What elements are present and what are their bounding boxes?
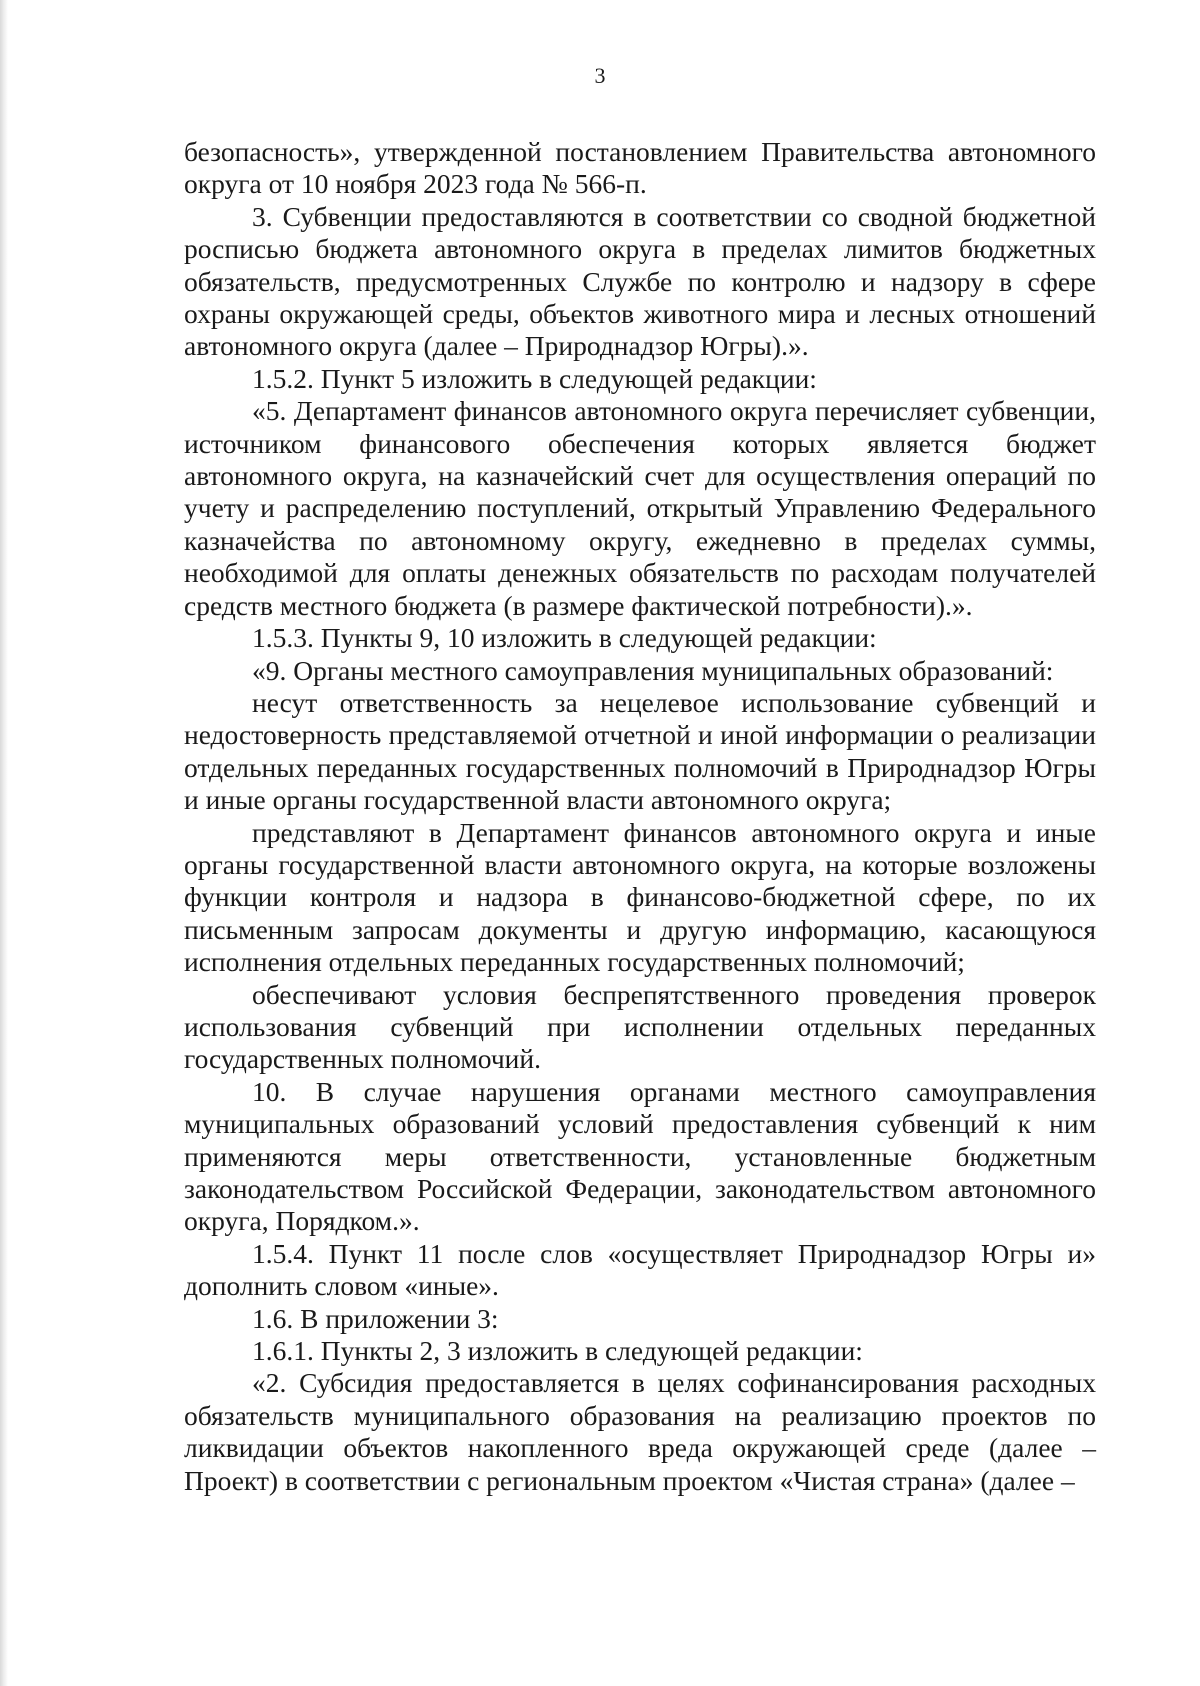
paragraph-item-3: 3. Субвенции предоставляются в соответствии со сводной бюджетной росписью бюджета автономного округа в пределах лимитов бюджетных обязательств, предусмотренных Службе по контролю и надзору в сфере охраны окружающей среды, объектов животного мира и лесных отношений автономного округа (далее – Природнадзор Югры).». (184, 200, 1096, 362)
paragraph-1-6-1: 1.6.1. Пункты 2, 3 изложить в следующей редакции: (252, 1335, 863, 1367)
paragraph-1-5-3: 1.5.3. Пункты 9, 10 изложить в следующей редакции: (252, 622, 877, 654)
page-number: 3 (594, 63, 606, 88)
paragraph-item-10: 10. В случае нарушения органами местного самоуправления муниципальных образований условий предоставления субвенций к ним применяются меры ответственности, установленные бюджетным законодательством Российской Федерации, законодательством автономного округа, Порядком.». (184, 1075, 1096, 1237)
paragraph-item-5: «5. Департамент финансов автономного округа перечисляет субвенции, источником финансового обеспечения которых является бюджет автономного округа, на казначейский счет для осуществления операций по учету и распределению поступлений, открытый Управлению Федерального казначейства по автономному округу, ежедневно в пределах суммы, необходимой для оплаты денежных обязательств по расходам получателей средств местного бюджета (в размере фактической потребности).». (184, 395, 1096, 621)
paragraph-continuation: безопасность», утвержденной постановлением Правительства автономного округа от 10 ноября 2023 года № 566-п. (184, 136, 1096, 200)
scan-edge-shadow (0, 0, 8, 1686)
document-body (184, 136, 1096, 1497)
paragraph-1-5-4: 1.5.4. Пункт 11 после слов «осуществляет Природнадзор Югры и» дополнить словом «иные». (184, 1237, 1096, 1302)
paragraph-item-9: «9. Органы местного самоуправления муниципальных образований: (252, 654, 1054, 686)
paragraph-1-5-2: 1.5.2. Пункт 5 изложить в следующей редакции: (252, 362, 817, 394)
paragraph-1-6: 1.6. В приложении 3: (252, 1302, 499, 1334)
paragraph-item-9-responsibility: несут ответственность за нецелевое использование субвенций и недостоверность представляемой отчетной и иной информации о реализации отдельных переданных государственных полномочий в Природнадзор Югры и иные органы государственной власти автономного округа; (184, 686, 1096, 816)
paragraph-item-9-inspections: обеспечивают условия беспрепятственного проведения проверок использования субвенций при исполнении отдельных переданных государственных полномочий. (184, 978, 1096, 1075)
paragraph-item-2: «2. Субсидия предоставляется в целях софинансирования расходных обязательств муниципального образования на реализацию проектов по ликвидации объектов накопленного вреда окружающей среде (далее – Проект) в соответствии с региональным проектом «Чистая страна» (далее – (184, 1367, 1096, 1496)
paragraph-item-9-documents: представляют в Департамент финансов автономного округа и иные органы государственной власти автономного округа, на которые возложены функции контроля и надзора в финансово-бюджетной сфере, по их письменным запросам документы и другую информацию, касающуюся исполнения отдельных переданных государственных полномочий; (184, 816, 1096, 978)
